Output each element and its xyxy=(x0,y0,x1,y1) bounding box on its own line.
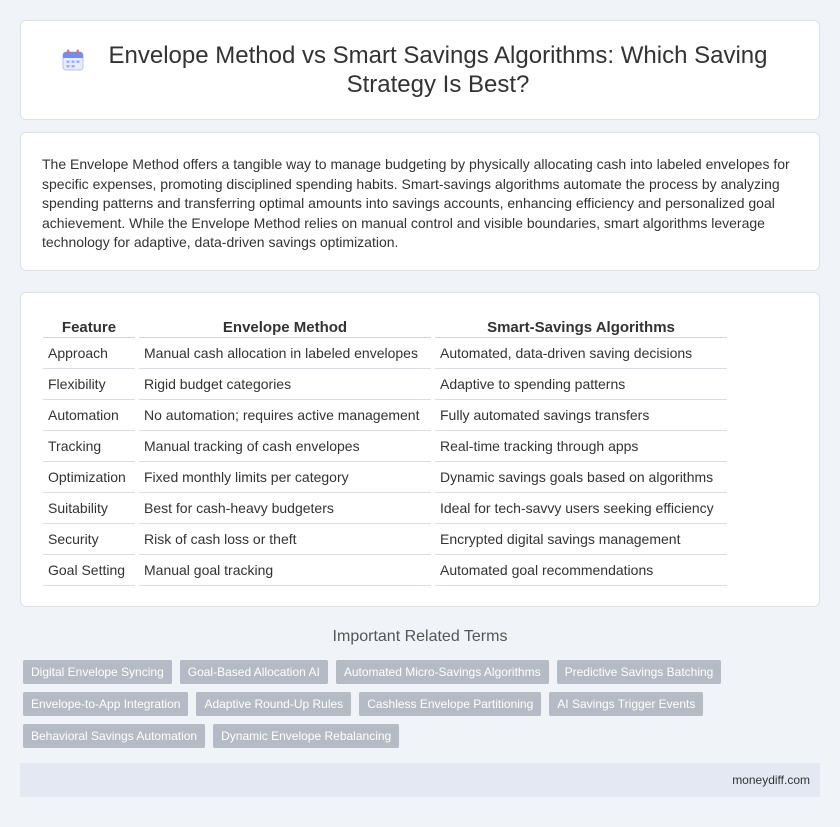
related-terms-title: Important Related Terms xyxy=(332,628,508,645)
envelope-cell: No automation; requires active management xyxy=(139,400,431,431)
table-row xyxy=(43,338,727,369)
smart-cell: Encrypted digital savings management xyxy=(435,524,727,555)
calendar-icon xyxy=(60,47,86,73)
smart-cell: Adaptive to spending patterns xyxy=(435,369,727,400)
page-title: Envelope Method vs Smart Savings Algorithms: Which Saving Strategy Is Best? xyxy=(108,42,768,98)
feature-cell: Automation xyxy=(43,400,135,431)
smart-cell: Automated goal recommendations xyxy=(435,555,727,586)
table-header-row xyxy=(43,313,727,338)
header-envelope-method: Envelope Method xyxy=(139,313,431,338)
feature-cell: Approach xyxy=(43,338,135,369)
table-row xyxy=(43,431,727,462)
table-row xyxy=(43,369,727,400)
footer-site-link[interactable]: moneydiff.com xyxy=(732,773,810,787)
related-term-tag[interactable]: Predictive Savings Batching xyxy=(557,660,722,684)
intro-paragraph: The Envelope Method offers a tangible way to manage budgeting by physically allocating cash into labeled envelopes for specific expenses, promoting disciplined spending habits. Smart-savings algorithms automate the process by analyzing spending patterns and transferring optimal amounts into savings accounts, enhancing efficiency and personalized goal achievement. While the Envelope Method relies on manual control and visible boundaries, smart algorithms leverage technology for adaptive, data-driven savings optimization. xyxy=(42,156,790,251)
feature-cell: Optimization xyxy=(43,462,135,493)
table-row xyxy=(43,400,727,431)
header-feature: Feature xyxy=(43,313,135,338)
footer xyxy=(20,763,820,797)
table-row xyxy=(43,555,727,586)
header-smart-savings: Smart-Savings Algorithms xyxy=(435,313,727,338)
smart-cell: Ideal for tech-savvy users seeking efficiency xyxy=(435,493,727,524)
related-term-tag[interactable]: Envelope-to-App Integration xyxy=(23,692,188,716)
envelope-cell: Manual tracking of cash envelopes xyxy=(139,431,431,462)
table-row xyxy=(43,524,727,555)
related-term-tag[interactable]: Behavioral Savings Automation xyxy=(23,724,205,748)
title-card xyxy=(20,20,820,120)
smart-cell: Real-time tracking through apps xyxy=(435,431,727,462)
envelope-cell: Rigid budget categories xyxy=(139,369,431,400)
smart-cell: Automated, data-driven saving decisions xyxy=(435,338,727,369)
related-term-tag[interactable]: Digital Envelope Syncing xyxy=(23,660,172,684)
envelope-cell: Fixed monthly limits per category xyxy=(139,462,431,493)
related-term-tag[interactable]: AI Savings Trigger Events xyxy=(549,692,703,716)
envelope-cell: Best for cash-heavy budgeters xyxy=(139,493,431,524)
feature-cell: Tracking xyxy=(43,431,135,462)
feature-cell: Goal Setting xyxy=(43,555,135,586)
related-term-tag[interactable]: Adaptive Round-Up Rules xyxy=(196,692,351,716)
related-terms-list xyxy=(23,660,823,748)
smart-cell: Dynamic savings goals based on algorithms xyxy=(435,462,727,493)
table-row xyxy=(43,493,727,524)
feature-cell: Suitability xyxy=(43,493,135,524)
related-term-tag[interactable]: Dynamic Envelope Rebalancing xyxy=(213,724,399,748)
envelope-cell: Risk of cash loss or theft xyxy=(139,524,431,555)
smart-cell: Fully automated savings transfers xyxy=(435,400,727,431)
feature-cell: Security xyxy=(43,524,135,555)
feature-cell: Flexibility xyxy=(43,369,135,400)
envelope-cell: Manual cash allocation in labeled envelopes xyxy=(139,338,431,369)
comparison-card xyxy=(20,292,820,607)
table-row xyxy=(43,462,727,493)
envelope-cell: Manual goal tracking xyxy=(139,555,431,586)
related-term-tag[interactable]: Goal-Based Allocation AI xyxy=(180,660,328,684)
related-term-tag[interactable]: Cashless Envelope Partitioning xyxy=(359,692,541,716)
intro-card xyxy=(20,132,820,271)
comparison-table xyxy=(39,313,731,586)
title-wrap xyxy=(60,41,780,99)
related-term-tag[interactable]: Automated Micro-Savings Algorithms xyxy=(336,660,549,684)
